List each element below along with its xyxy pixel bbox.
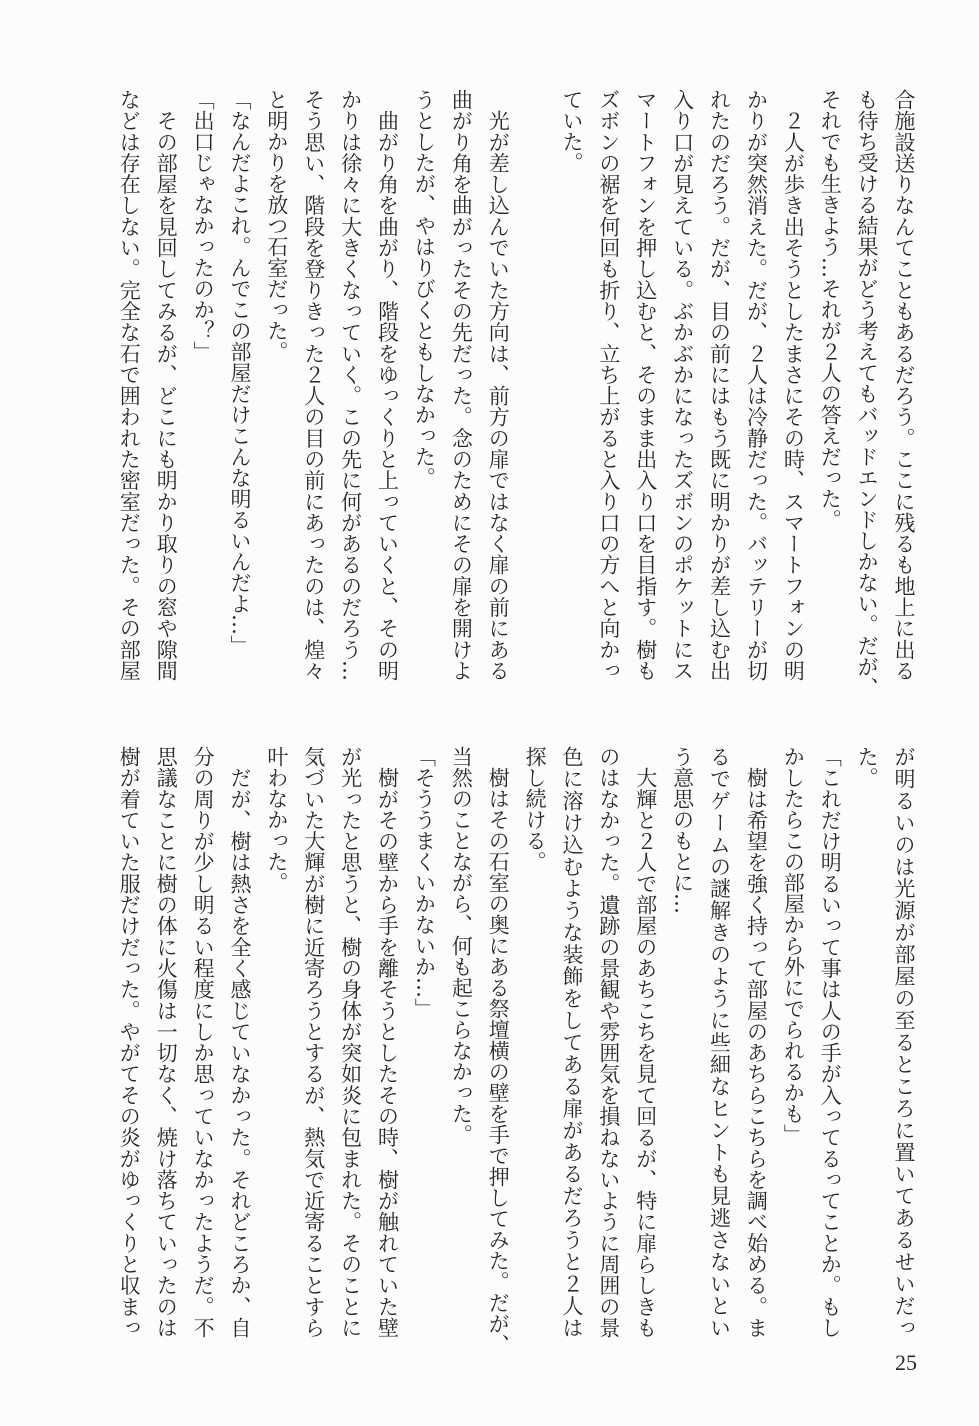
text-column: かりは徐々に大きくなっていく。この先に何があるのだろう… <box>338 89 363 681</box>
text-column: マートフォンを押し込むと、そのまま出入り口を目指す。樹も <box>633 89 658 681</box>
text-column: だが、樹は熱さを全く感じていなかった。それどころか、自 <box>227 746 252 1338</box>
page-number: 25 <box>895 1350 917 1375</box>
text-column: 合施設送りなんてこともあるだろう。ここに残るも地上に出る <box>892 89 916 681</box>
text-column: そう思い、階段を登りきった２人の目の前にあったのは、煌々 <box>301 89 326 681</box>
text-column: 樹が着ていた服だけだった。やがてその炎がゆっくりと収まっ <box>117 746 142 1338</box>
text-column: 分の周りが少し明るい程度にしか思っていなかったようだ。不 <box>191 746 216 1338</box>
text-column: それでも生きよう…それが２人の答えだった。 <box>818 89 843 530</box>
bottom-text-tier <box>110 746 922 1355</box>
text-column: 樹がその壁から手を離そうとしたその時、樹が触れていた壁 <box>375 746 400 1338</box>
text-column: ２人が歩き出そうとしたまさにその時、スマートフォンの明 <box>781 89 806 681</box>
text-column: た。 <box>855 746 880 788</box>
text-column: 気づいた大輝が樹に近寄ろうとするが、熱気で近寄ることすら <box>301 746 326 1338</box>
text-column: 曲がり角を曲がり、階段をゆっくりと上っていくと、その明 <box>375 89 400 681</box>
text-column: が光ったと思うと、樹の身体が突如炎に包まれた。そのことに <box>338 746 363 1338</box>
text-column: 大輝と２人で部屋のあちこちを見て回るが、特に扉らしきも <box>633 746 658 1338</box>
text-column: が明るいのは光源が部屋の至るところに置いてあるせいだっ <box>892 746 916 1339</box>
text-column: その部屋を見回してみるが、どこにも明かり取りの窓や隙間 <box>154 89 179 681</box>
text-column: かりが突然消えた。だが、２人は冷静だった。バッテリーが切 <box>744 89 769 681</box>
text-column: 叶わなかった。 <box>264 746 289 893</box>
text-column: 探し続ける。 <box>523 746 548 872</box>
scene-break-blank-column <box>516 89 553 681</box>
dialogue-column: 「これだけ明るいって事は人の手が入ってるってことか。もし <box>818 746 843 1338</box>
top-text-tier <box>110 89 922 698</box>
text-column: うとしたが、やはりびくともしなかった。 <box>412 89 437 488</box>
dialogue-column: 「そううまくいかないか…」 <box>412 746 437 1019</box>
text-column: う意思のもとに… <box>670 746 695 914</box>
text-column: 入り口が見えている。ぶかぶかになったズボンのポケットにス <box>670 89 695 681</box>
text-column: と明かりを放つ石室だった。 <box>264 89 289 362</box>
text-column: 曲がり角を曲がったその先だった。念のためにその扉を開けよ <box>449 89 474 681</box>
text-column: れたのだろう。だが、目の前にはもう既に明かりが差し込む出 <box>707 89 732 681</box>
text-column: などは存在しない。完全な石で囲われた密室だった。その部屋 <box>117 89 142 681</box>
text-column: ていた。 <box>559 89 584 173</box>
text-column: 樹は希望を強く持って部屋のあちらこちらを調べ始める。ま <box>744 746 769 1338</box>
dialogue-column: 「出口じゃなかったのか？」 <box>191 89 216 362</box>
text-column: 光が差し込んでいた方向は、前方の扉ではなく扉の前にある <box>486 89 511 681</box>
text-column: るでゲームの謎解きのように些細なヒントも見逃さないとい <box>707 746 732 1338</box>
dialogue-column: かしたらこの部屋から外にでられるかも」 <box>781 746 806 1145</box>
text-column: 当然のことながら、何も起こらなかった。 <box>449 746 474 1145</box>
text-column: 思議なことに樹の体に火傷は一切なく、焼け落ちていったのは <box>154 746 179 1338</box>
text-column: 樹はその石室の奥にある祭壇横の壁を手で押してみた。だが、 <box>486 746 511 1355</box>
text-column: のはなかった。遺跡の景観や雰囲気を損ねないように周囲の景 <box>596 746 621 1338</box>
text-column: 色に溶け込むような装飾をしてある扉があるだろうと２人は <box>559 746 584 1338</box>
text-column: も待ち受ける結果がどう考えてもバッドエンドしかない。だが、 <box>855 89 880 698</box>
text-column: ズボンの裾を何回も折り、立ち上がると入り口の方へと向かっ <box>596 89 621 681</box>
dialogue-column: 「なんだよこれ。んでこの部屋だけこんな明るいんだよ…」 <box>227 89 252 656</box>
